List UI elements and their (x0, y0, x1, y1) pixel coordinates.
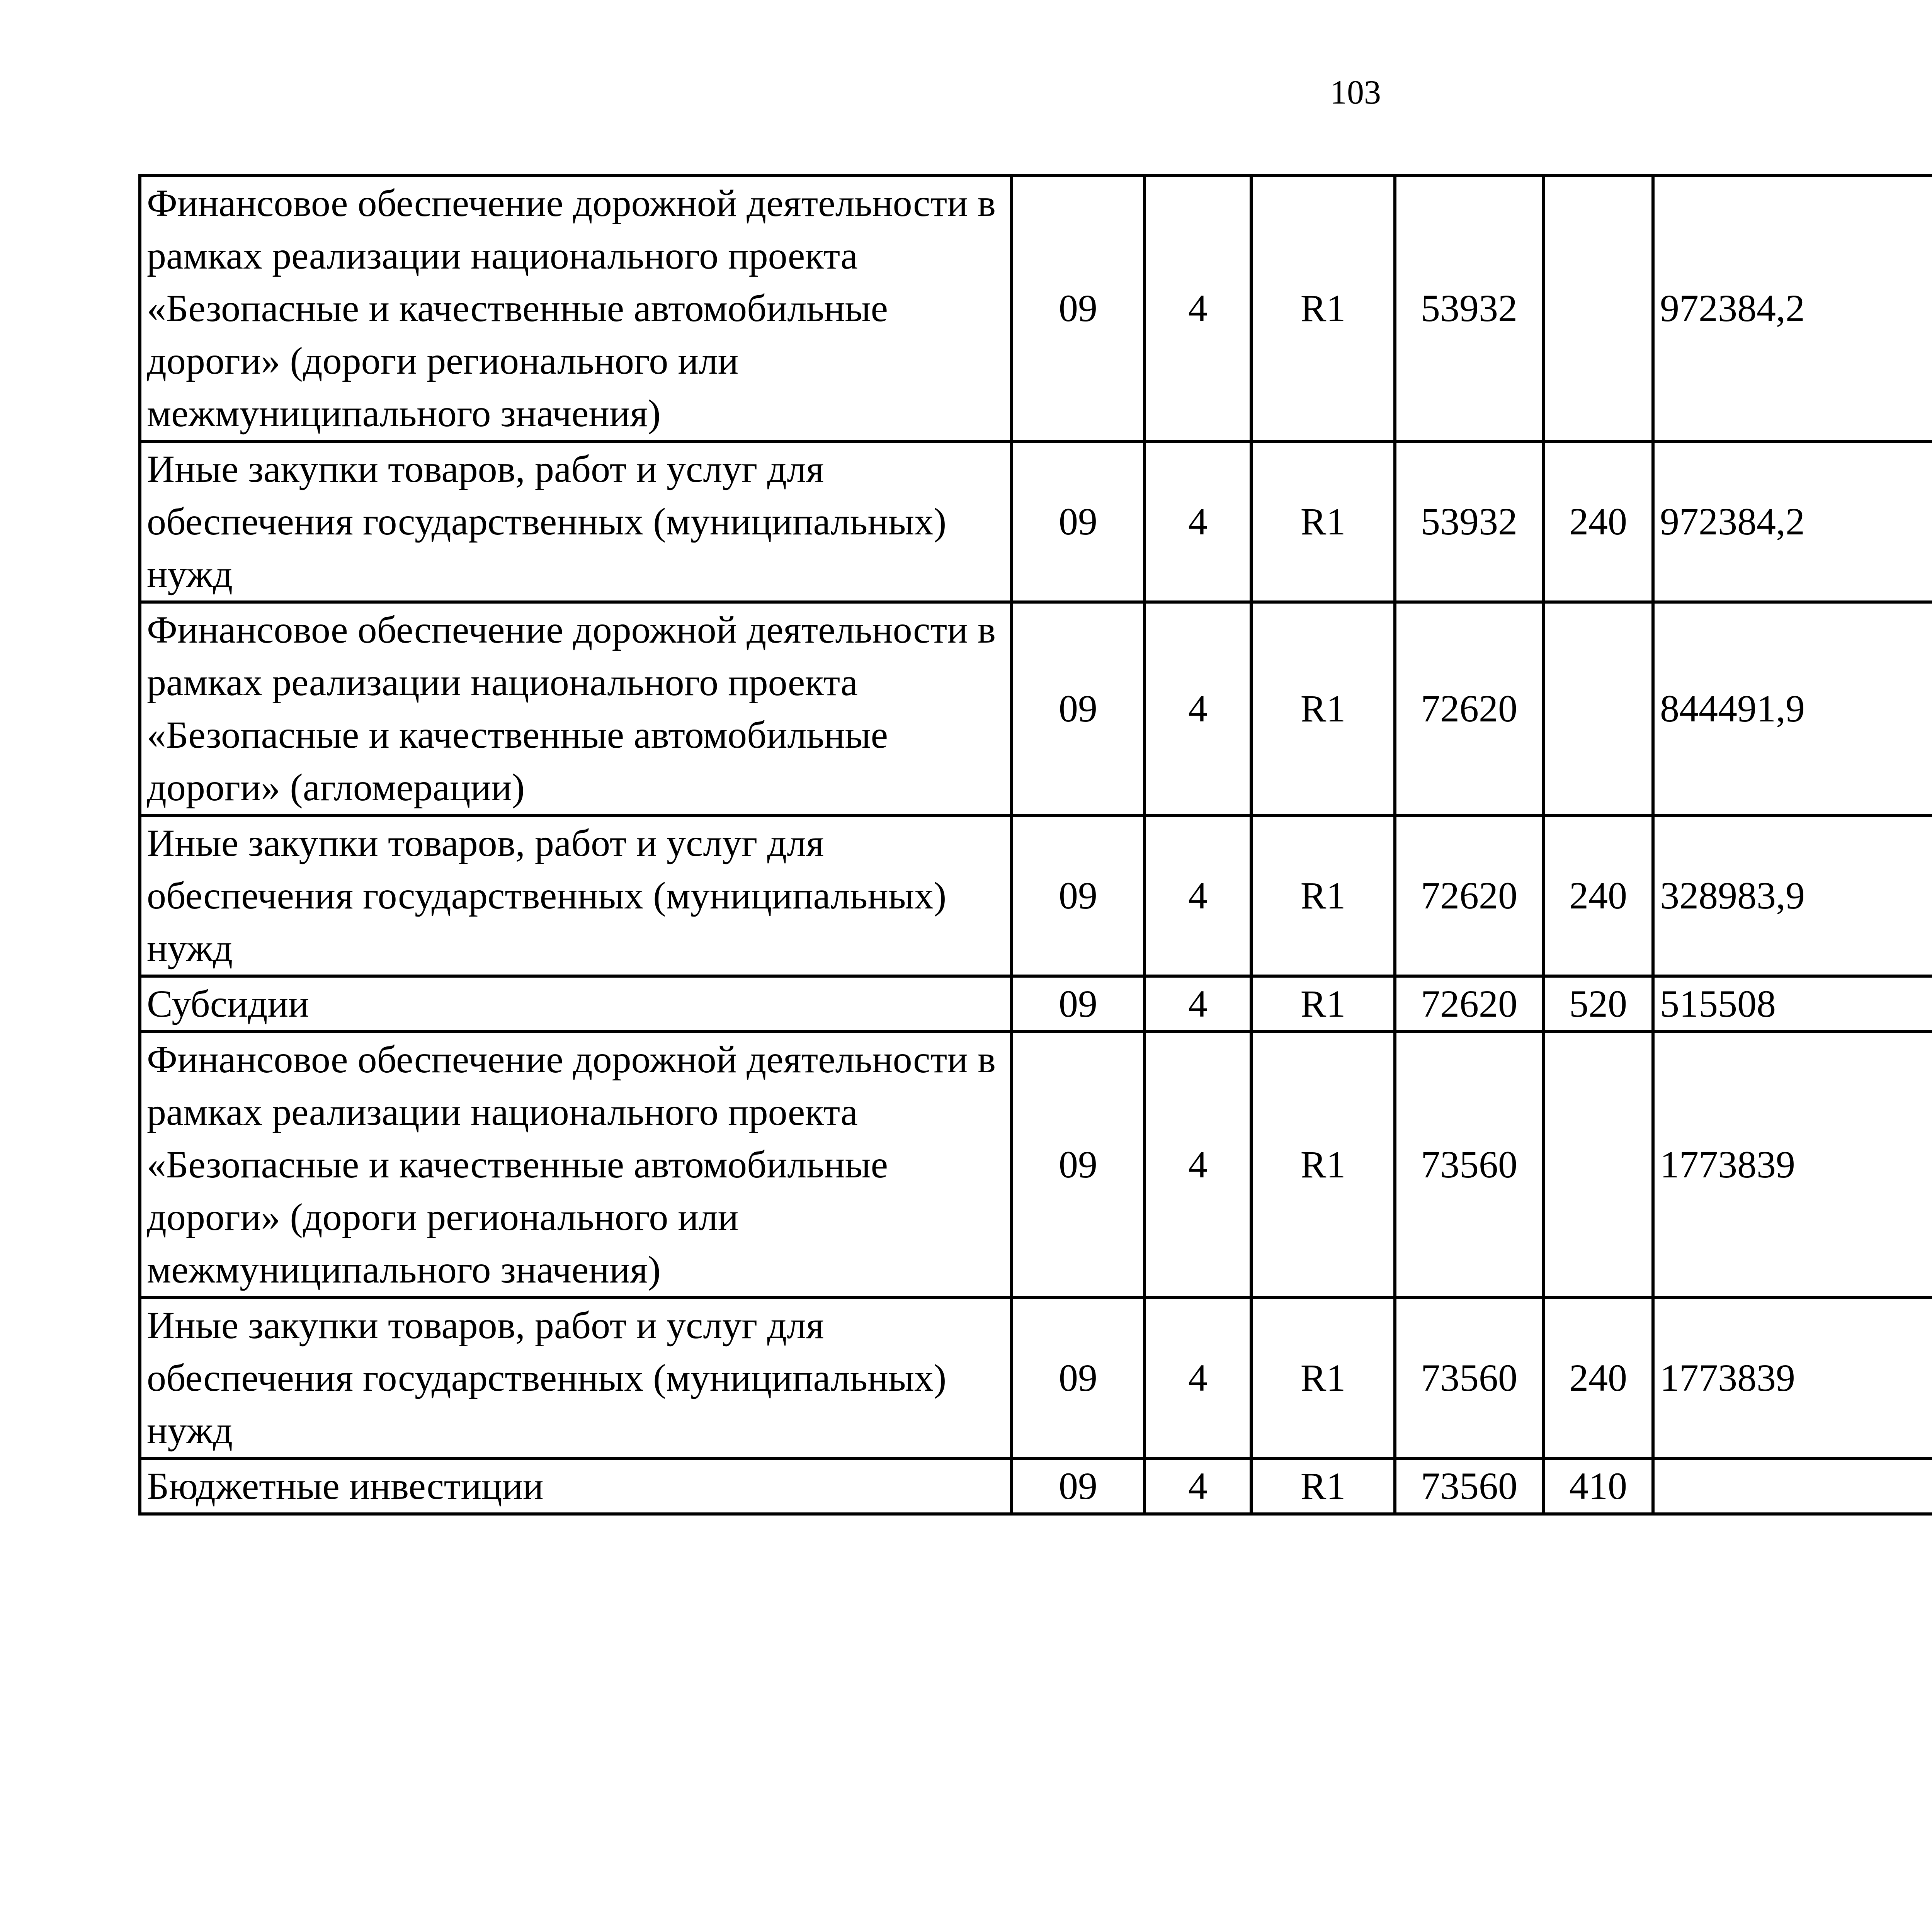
row-federal-project: R1 (1251, 1298, 1395, 1458)
row-name: Иные закупки товаров, работ и услуг для обеспечения государственных (муниципальных) нужд (140, 1298, 1012, 1458)
row-program: 4 (1145, 815, 1251, 976)
budget-table (138, 174, 1932, 1516)
table-row (140, 1032, 1932, 1298)
row-program: 4 (1145, 1032, 1251, 1298)
row-name: Бюджетные инвестиции (140, 1458, 1012, 1514)
row-direction-code: 73560 (1395, 1032, 1543, 1298)
row-section: 09 (1012, 1458, 1145, 1514)
row-federal-project: R1 (1251, 815, 1395, 976)
row-section: 09 (1012, 441, 1145, 602)
row-program: 4 (1145, 602, 1251, 815)
row-direction-code: 72620 (1395, 602, 1543, 815)
row-expense-type (1543, 602, 1653, 815)
table-row (140, 175, 1932, 441)
row-federal-project: R1 (1251, 976, 1395, 1032)
row-program: 4 (1145, 1458, 1251, 1514)
row-program: 4 (1145, 175, 1251, 441)
row-sum-year-1: 515508 (1653, 976, 1932, 1032)
row-program: 4 (1145, 441, 1251, 602)
table-body (140, 175, 1932, 1514)
row-program: 4 (1145, 1298, 1251, 1458)
row-expense-type (1543, 175, 1653, 441)
row-section: 09 (1012, 815, 1145, 976)
row-expense-type: 520 (1543, 976, 1653, 1032)
table-row (140, 602, 1932, 815)
table-row (140, 441, 1932, 602)
row-name: Иные закупки товаров, работ и услуг для обеспечения государственных (муниципальных) нужд (140, 815, 1012, 976)
row-name: Финансовое обеспечение дорожной деятельности в рамках реализации национального проекта «Безопасные и качественные автомобильные дороги» (дороги регионального или межмуниципального значения) (140, 1032, 1012, 1298)
row-expense-type: 410 (1543, 1458, 1653, 1514)
row-name: Иные закупки товаров, работ и услуг для обеспечения государственных (муниципальных) нужд (140, 441, 1012, 602)
table-row (140, 815, 1932, 976)
row-name: Субсидии (140, 976, 1012, 1032)
row-sum-year-1: 972384,2 (1653, 175, 1932, 441)
row-federal-project: R1 (1251, 1458, 1395, 1514)
row-federal-project: R1 (1251, 602, 1395, 815)
row-expense-type: 240 (1543, 815, 1653, 976)
row-section: 09 (1012, 1032, 1145, 1298)
row-direction-code: 73560 (1395, 1298, 1543, 1458)
row-sum-year-1: 844491,9 (1653, 602, 1932, 815)
row-direction-code: 53932 (1395, 441, 1543, 602)
row-federal-project: R1 (1251, 175, 1395, 441)
row-sum-year-1 (1653, 1458, 1932, 1514)
row-direction-code: 53932 (1395, 175, 1543, 441)
row-federal-project: R1 (1251, 441, 1395, 602)
row-section: 09 (1012, 976, 1145, 1032)
row-sum-year-1: 1773839 (1653, 1032, 1932, 1298)
row-direction-code: 72620 (1395, 815, 1543, 976)
row-section: 09 (1012, 1298, 1145, 1458)
row-sum-year-1: 1773839 (1653, 1298, 1932, 1458)
row-sum-year-1: 328983,9 (1653, 815, 1932, 976)
row-direction-code: 72620 (1395, 976, 1543, 1032)
row-name: Финансовое обеспечение дорожной деятельности в рамках реализации национального проекта «Безопасные и качественные автомобильные дороги» (агломерации) (140, 602, 1012, 815)
table-row (140, 1458, 1932, 1514)
row-expense-type (1543, 1032, 1653, 1298)
table-row (140, 976, 1932, 1032)
row-federal-project: R1 (1251, 1032, 1395, 1298)
page-number: 103 (1330, 74, 1381, 111)
row-expense-type: 240 (1543, 441, 1653, 602)
row-section: 09 (1012, 602, 1145, 815)
row-program: 4 (1145, 976, 1251, 1032)
row-name: Финансовое обеспечение дорожной деятельности в рамках реализации национального проекта «Безопасные и качественные автомобильные дороги» (дороги регионального или межмуниципального значения) (140, 175, 1012, 441)
row-section: 09 (1012, 175, 1145, 441)
row-expense-type: 240 (1543, 1298, 1653, 1458)
row-direction-code: 73560 (1395, 1458, 1543, 1514)
table-row (140, 1298, 1932, 1458)
row-sum-year-1: 972384,2 (1653, 441, 1932, 602)
